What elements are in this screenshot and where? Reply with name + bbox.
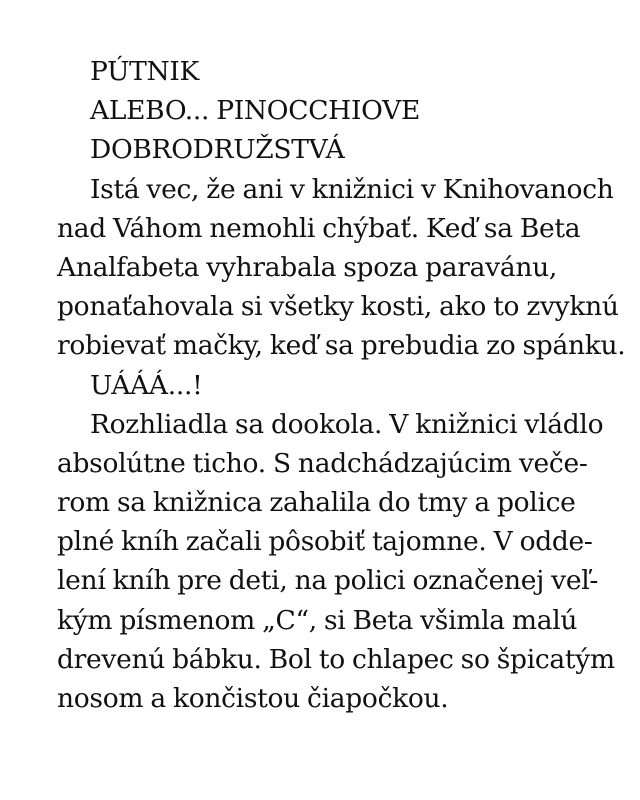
paragraph-2-line-6: kým písmenom „C“, si Beta všimla malú <box>57 604 578 636</box>
paragraph-2-line-8: nosom a končistou čiapočkou. <box>57 683 449 714</box>
paragraph-1-line-5: robievať mačky, keď sa prebudia zo spánku. <box>57 330 626 362</box>
paragraph-2-line-5: lení kníh pre deti, na polici označenej veľ- <box>57 565 599 597</box>
paragraph-2-line-7: drevenú bábku. Bol to chlapec so špicatým <box>57 643 615 675</box>
paragraph-1-line-3: Analfabeta vyhrabala spoza paravánu, <box>57 251 558 283</box>
paragraph-2-line-2: absolútne ticho. S nadchádzajúcim veče- <box>57 447 588 479</box>
heading-line-2: ALEBO... PINOCCHIOVE <box>90 95 420 127</box>
document-page <box>57 52 626 718</box>
heading-line-3: DOBRODRUŽSTVÁ <box>90 134 345 166</box>
heading-line-1: PÚTNIK <box>90 56 200 87</box>
paragraph-2-line-4: plné kníh začali pôsobiť tajomne. V odde- <box>57 526 593 558</box>
paragraph-2-line-3: rom sa knižnica zahalila do tmy a police <box>57 487 576 519</box>
paragraph-1-line-1: Istá vec, že ani v knižnici v Knihovanoch <box>90 173 614 205</box>
paragraph-2-line-1: Rozhliadla sa dookola. V knižnici vládlo <box>90 408 604 440</box>
paragraph-1-line-4: ponaťahovala si všetky kosti, ako to zvyknú <box>57 291 619 323</box>
paragraph-1-line-2: nad Váhom nemohli chýbať. Keď sa Beta <box>57 212 581 244</box>
exclamation-line: UÁÁÁ...! <box>90 369 203 401</box>
